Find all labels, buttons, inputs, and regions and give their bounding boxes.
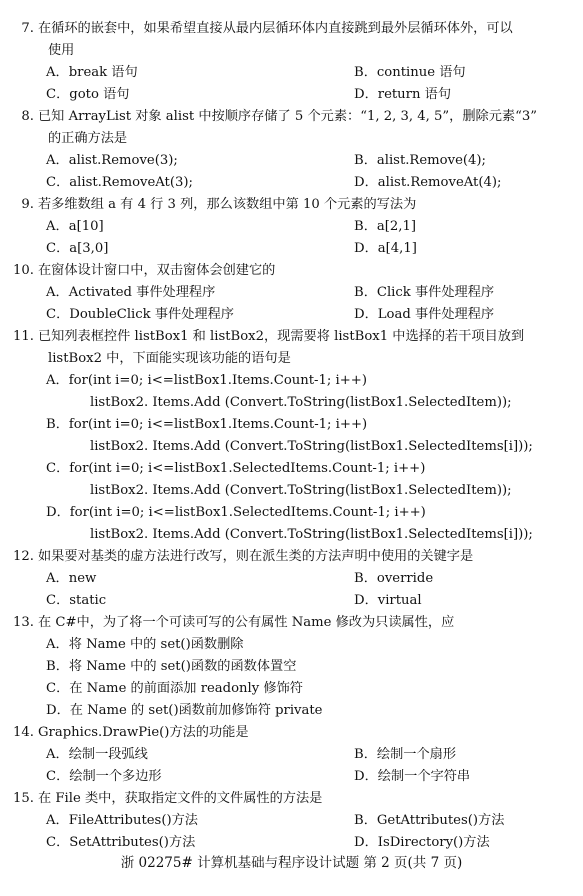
option-c: C．绘制一个多边形 — [46, 769, 162, 784]
question-14 — [0, 722, 583, 744]
option-a: A．FileAttributes()方法 — [46, 813, 198, 828]
option-d: D．IsDirectory()方法 — [354, 835, 490, 850]
option-c: C．在 Name 的前面添加 readonly 修饰符 — [46, 681, 303, 696]
question-number: 14. — [13, 725, 34, 740]
option-c: C．alist.RemoveAt(3); — [46, 175, 193, 190]
question-number: 15. — [13, 791, 34, 806]
question-7-options-cd — [0, 84, 583, 106]
question-text: 已知 ArrayList 对象 alist 中按顺序存储了 5 个元素：“1, 2, 3, 4, 5”，删除元素“3” — [38, 109, 537, 124]
option-b: B．continue 语句 — [354, 65, 466, 80]
question-8-continuation — [0, 128, 583, 150]
question-13 — [0, 612, 583, 634]
question-13-option-c — [0, 678, 583, 700]
question-number: 13. — [13, 615, 34, 630]
option-a: A．new — [46, 571, 97, 586]
option-c: C．SetAttributes()方法 — [46, 835, 196, 850]
option-b: B．a[2,1] — [354, 219, 417, 234]
question-text-cont: 的正确方法是 — [48, 131, 128, 146]
option-b: B．override — [354, 571, 434, 586]
option-a: A．alist.Remove(3); — [46, 153, 178, 168]
question-8 — [0, 106, 583, 128]
question-11-option-d-line1 — [0, 502, 583, 524]
question-text: 若多维数组 a 有 4 行 3 列，那么该数组中第 10 个元素的写法为 — [38, 197, 417, 212]
question-7 — [0, 18, 583, 40]
question-10-options-ab — [0, 282, 583, 304]
option-c: C．DoubleClick 事件处理程序 — [46, 307, 234, 322]
option-b-code: listBox2. Items.Add (Convert.ToString(listBox1.SelectedItems[i])); — [90, 439, 533, 454]
question-7-options-ab — [0, 62, 583, 84]
question-9-options-ab — [0, 216, 583, 238]
option-a: A．break 语句 — [46, 65, 138, 80]
question-10 — [0, 260, 583, 282]
question-text: 在窗体设计窗口中，双击窗体会创建它的 — [38, 263, 276, 278]
question-number: 7. — [21, 21, 34, 36]
option-d: D．绘制一个字符串 — [354, 769, 471, 784]
question-number: 11. — [13, 329, 34, 344]
question-9-options-cd — [0, 238, 583, 260]
option-c: C．goto 语句 — [46, 87, 130, 102]
question-11-option-b-line1 — [0, 414, 583, 436]
option-b: B．alist.Remove(4); — [354, 153, 486, 168]
question-text: 在 File 类中，获取指定文件的文件属性的方法是 — [38, 791, 323, 806]
option-b: B．将 Name 中的 set()函数的函数体置空 — [46, 659, 297, 674]
question-number: 12. — [13, 549, 34, 564]
question-13-option-d — [0, 700, 583, 722]
question-text: 在 C#中，为了将一个可读可写的公有属性 Name 修改为只读属性，应 — [38, 615, 455, 630]
option-c: C．for(int i=0; i<=listBox1.SelectedItems.Count-1; i++) — [46, 461, 426, 476]
question-12-options-cd — [0, 590, 583, 612]
option-d-code: listBox2. Items.Add (Convert.ToString(listBox1.SelectedItems[i])); — [90, 527, 533, 542]
question-13-option-a — [0, 634, 583, 656]
option-a: A．绘制一段弧线 — [46, 747, 148, 762]
option-b: B．GetAttributes()方法 — [354, 813, 505, 828]
option-a-code: listBox2. Items.Add (Convert.ToString(listBox1.SelectedItem)); — [90, 395, 512, 410]
option-c-code: listBox2. Items.Add (Convert.ToString(listBox1.SelectedItem)); — [90, 483, 512, 498]
question-8-options-ab — [0, 150, 583, 172]
option-c: C．static — [46, 593, 107, 608]
question-number: 10. — [13, 263, 34, 278]
question-number: 8. — [21, 109, 34, 124]
question-11-option-c-line1 — [0, 458, 583, 480]
question-8-options-cd — [0, 172, 583, 194]
option-d: D．a[4,1] — [354, 241, 417, 256]
question-13-option-b — [0, 656, 583, 678]
question-11-option-a-line2 — [0, 392, 583, 414]
question-12-options-ab — [0, 568, 583, 590]
question-15 — [0, 788, 583, 810]
question-11-option-a-line1 — [0, 370, 583, 392]
question-11 — [0, 326, 583, 348]
option-d: D．virtual — [354, 593, 422, 608]
question-15-options-ab — [0, 810, 583, 832]
option-b: B．绘制一个扇形 — [354, 747, 457, 762]
question-10-options-cd — [0, 304, 583, 326]
question-15-options-cd — [0, 832, 583, 854]
option-a: A．Activated 事件处理程序 — [46, 285, 216, 300]
question-number: 9. — [21, 197, 34, 212]
question-text: 在循环的嵌套中，如果希望直接从最内层循环体内直接跳到最外层循环体外，可以 — [38, 21, 513, 36]
option-d: D．Load 事件处理程序 — [354, 307, 495, 322]
question-7-continuation — [0, 40, 583, 62]
question-text: 如果要对基类的虚方法进行改写，则在派生类的方法声明中使用的关键字是 — [38, 549, 474, 564]
question-11-option-b-line2 — [0, 436, 583, 458]
option-d: D．return 语句 — [354, 87, 452, 102]
question-14-options-cd — [0, 766, 583, 788]
question-11-option-d-line2 — [0, 524, 583, 546]
option-a: A．a[10] — [46, 219, 104, 234]
question-9 — [0, 194, 583, 216]
option-a: A．for(int i=0; i<=listBox1.Items.Count-1; i++) — [46, 373, 367, 388]
question-12 — [0, 546, 583, 568]
page-footer: 浙 02275# 计算机基础与程序设计试题 第 2 页(共 7 页) — [120, 855, 463, 871]
question-11-option-c-line2 — [0, 480, 583, 502]
question-14-options-ab — [0, 744, 583, 766]
option-d: D．for(int i=0; i<=listBox1.SelectedItems.Count-1; i++) — [46, 505, 426, 520]
option-a: A．将 Name 中的 set()函数删除 — [46, 637, 244, 652]
option-b: B．for(int i=0; i<=listBox1.Items.Count-1; i++) — [46, 417, 368, 432]
question-text-cont: listBox2 中，下面能实现该功能的语句是 — [48, 351, 291, 366]
option-b: B．Click 事件处理程序 — [354, 285, 495, 300]
question-text: Graphics.DrawPie()方法的功能是 — [38, 725, 249, 740]
option-c: C．a[3,0] — [46, 241, 109, 256]
question-text: 已知列表框控件 listBox1 和 listBox2，现需要将 listBox1 中选择的若干项目放到 — [38, 329, 525, 344]
question-text-cont: 使用 — [48, 43, 75, 58]
question-11-continuation — [0, 348, 583, 370]
option-d: D．alist.RemoveAt(4); — [354, 175, 502, 190]
option-d: D．在 Name 的 set()函数前加修饰符 private — [46, 703, 323, 718]
